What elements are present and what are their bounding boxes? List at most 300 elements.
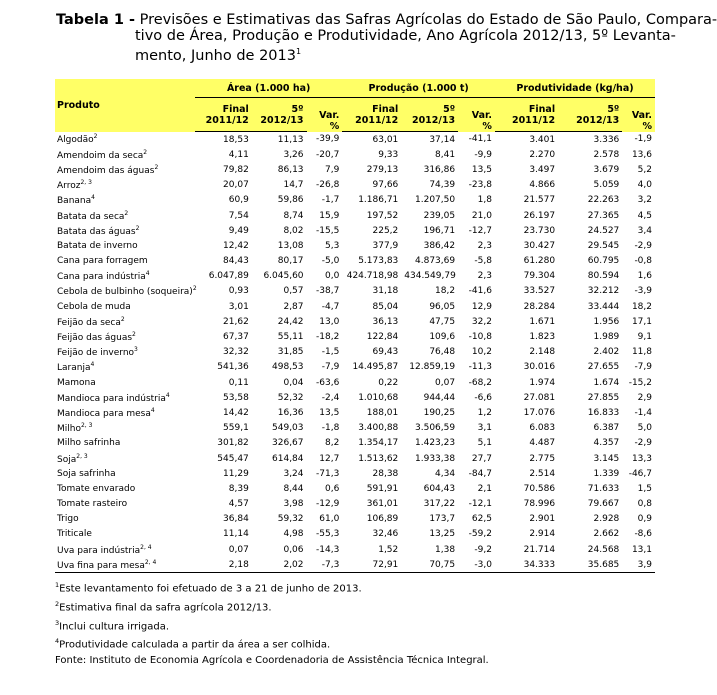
header-group-area — [195, 79, 342, 98]
table-cell: 316,86 — [423, 164, 456, 175]
table-cell: 0,57 — [283, 286, 304, 297]
footnote-ref: 2, 3 — [76, 452, 88, 460]
table-cell: 61.280 — [523, 256, 556, 267]
table-cell: 1,6 — [637, 271, 652, 282]
table-cell: -15,5 — [316, 225, 340, 236]
table-cell: 24.527 — [587, 225, 620, 236]
table-cell: 498,53 — [272, 362, 304, 373]
table-header — [55, 79, 655, 132]
footnote-ref: 4 — [145, 270, 150, 278]
table-cell: -41,1 — [468, 134, 492, 145]
table-cell: 386,42 — [423, 240, 456, 251]
table-cell: 549,03 — [272, 423, 304, 434]
table-cell: 16,36 — [277, 407, 304, 418]
header-var-pct: % — [642, 120, 652, 132]
header-var-pct: % — [329, 120, 340, 132]
table-cell: -38,7 — [316, 286, 340, 297]
footnote-ref: 4 — [165, 391, 170, 399]
table-cell: 3.400,88 — [358, 423, 399, 434]
table-cell: 53,58 — [223, 392, 249, 403]
table-cell: 55,11 — [277, 332, 304, 343]
table-cell: 27,7 — [471, 453, 492, 464]
table-cell: 4.873,69 — [415, 256, 456, 267]
table-cell: 59,32 — [277, 514, 304, 525]
table-cell: -18,2 — [316, 332, 340, 343]
row-product-name — [55, 208, 195, 223]
table-row — [55, 299, 655, 314]
table-row — [55, 466, 655, 481]
header-produt-y2: 2012/13 — [558, 115, 622, 132]
table-cell: 0,04 — [283, 377, 304, 388]
table-cell: 24,42 — [277, 316, 304, 327]
footnote-number: 1 — [55, 581, 60, 589]
table-cell: 18,2 — [435, 286, 456, 297]
table-cell: 8,74 — [283, 210, 304, 221]
table-cell: 3.506,59 — [415, 423, 456, 434]
footnote-number: 4 — [55, 637, 60, 646]
footnote — [55, 634, 675, 653]
table-cell: -71,3 — [316, 468, 340, 479]
table-cell: 32,2 — [471, 316, 492, 327]
table-cell: 196,71 — [423, 225, 456, 236]
table-cell: 4,98 — [283, 529, 304, 540]
header-prod-y1: 2011/12 — [342, 115, 401, 132]
table-row — [55, 238, 655, 253]
table-cell: 34.333 — [495, 557, 558, 573]
footnote-ref: 2 — [124, 209, 129, 217]
table-cell: -1,4 — [634, 407, 652, 418]
table-cell: 5.173,83 — [358, 256, 399, 267]
table-cell: 1,38 — [435, 544, 456, 555]
table-cell: 12,7 — [319, 453, 340, 464]
table-cell: 8,02 — [283, 225, 304, 236]
table-row — [55, 162, 655, 177]
table-cell: 4,11 — [228, 149, 249, 160]
row-product-name — [55, 193, 195, 208]
footnote-ref: 2 — [192, 285, 197, 293]
table-cell: 36,84 — [223, 514, 249, 525]
table-cell: 1,52 — [378, 544, 399, 555]
table-cell: 6.387 — [593, 423, 620, 434]
table-cell: 76,48 — [429, 347, 456, 358]
table-body — [55, 132, 655, 573]
table-cell: 59,86 — [277, 195, 304, 206]
table-cell: 33.527 — [523, 286, 556, 297]
table-cell: 0,07 — [435, 377, 456, 388]
table-cell: 60,9 — [228, 195, 249, 206]
header-area-final: Final — [195, 98, 252, 116]
table-cell: -39,9 — [316, 134, 340, 145]
product-label: Milho — [57, 424, 81, 435]
table-cell: 16.833 — [587, 407, 620, 418]
product-label: Cebola de bulbinho (soqueira) — [57, 287, 193, 298]
table-cell: 60.795 — [587, 256, 620, 267]
header-group-producao — [342, 79, 495, 98]
footnote-ref: 4 — [150, 406, 155, 414]
table-cell: 434.549,79 — [404, 271, 456, 282]
table-cell: 6.045,60 — [263, 271, 304, 282]
table-cell: 326,67 — [272, 438, 304, 449]
table-cell: -0,8 — [634, 256, 652, 267]
table-row — [55, 481, 655, 496]
table-row — [55, 405, 655, 420]
table-cell: 21,0 — [471, 210, 492, 221]
table-cell: 3,01 — [228, 301, 249, 312]
table-cell: 173,7 — [429, 514, 456, 525]
table-row — [55, 178, 655, 193]
table-cell: 20,07 — [223, 180, 249, 191]
header-produt-y1: 2011/12 — [495, 115, 558, 132]
header-produto: Produto — [55, 79, 195, 132]
table-cell: 15,9 — [319, 210, 340, 221]
table-cell: 1.207,50 — [415, 195, 456, 206]
row-product-name — [55, 329, 195, 344]
table-cell: -8,6 — [634, 529, 652, 540]
row-product-name — [55, 481, 195, 496]
table-cell: 1.956 — [593, 316, 620, 327]
table-cell: 1,8 — [477, 195, 492, 206]
product-label: Tomate envarado — [57, 483, 136, 494]
table-cell: 71.633 — [587, 483, 620, 494]
product-label: Soja — [57, 454, 77, 465]
table-cell: 0,93 — [228, 286, 249, 297]
table-cell: 3.401 — [529, 134, 556, 145]
table-cell: 604,43 — [423, 483, 456, 494]
table-cell: 2.928 — [593, 514, 620, 525]
table-cell: 22.263 — [587, 195, 620, 206]
table-cell: -5,8 — [474, 256, 492, 267]
table-cell: 1.674 — [593, 377, 620, 388]
row-product-name — [55, 451, 195, 466]
table-cell: 3.336 — [593, 134, 620, 145]
header-area-y2: 2012/13 — [252, 115, 307, 132]
row-product-name — [55, 421, 195, 436]
product-label: Soja safrinha — [57, 468, 116, 479]
table-cell: 14,42 — [223, 407, 249, 418]
header-var-label: Var. — [319, 109, 340, 121]
table-cell: -1,5 — [321, 347, 340, 358]
row-product-name — [55, 269, 195, 284]
table-cell: 2.914 — [529, 529, 556, 540]
table-cell: 28.284 — [523, 301, 556, 312]
table-cell: -84,7 — [468, 468, 492, 479]
table-cell: 13,1 — [631, 544, 652, 555]
table-cell: -12,9 — [316, 499, 340, 510]
table-cell: 5.059 — [593, 180, 620, 191]
table-cell: 377,9 — [372, 240, 399, 251]
table-row — [55, 269, 655, 284]
header-prod-var — [458, 98, 495, 132]
table-row — [55, 132, 655, 148]
product-label: Amendoim das águas — [57, 165, 155, 176]
table-cell: 37,14 — [429, 134, 456, 145]
table-cell: -12,7 — [468, 225, 492, 236]
table-cell: 8,41 — [435, 149, 456, 160]
title-footnote-ref: 1 — [295, 47, 302, 56]
table-cell: 5,3 — [325, 240, 340, 251]
table-cell: 18,53 — [223, 134, 249, 145]
row-product-name — [55, 436, 195, 451]
table-cell: 8,2 — [325, 438, 340, 449]
table-cell: 225,2 — [372, 225, 399, 236]
footnote-ref: 2, 3 — [80, 422, 93, 430]
table-cell: 13,6 — [631, 149, 652, 160]
row-product-name — [55, 314, 195, 329]
table-cell: -12,1 — [468, 499, 492, 510]
table-cell: 63,01 — [372, 134, 399, 145]
footnote-ref: 2 — [120, 315, 125, 323]
table-cell: 52,32 — [277, 392, 304, 403]
table-cell: 21.714 — [523, 544, 556, 555]
title-line-1 — [56, 12, 717, 28]
table-cell: 2.148 — [529, 347, 556, 358]
table-cell: 23.730 — [523, 225, 556, 236]
table-cell: 35.685 — [558, 557, 622, 573]
row-product-name — [55, 299, 195, 314]
table-cell: -5,0 — [321, 256, 340, 267]
table-cell: 86,13 — [277, 164, 304, 175]
row-product-name — [55, 360, 195, 375]
footnote — [55, 616, 675, 635]
table-cell: 2.578 — [593, 149, 620, 160]
table-cell: 7,54 — [228, 210, 249, 221]
footnote-ref: 4 — [90, 361, 95, 369]
table-cell: 106,89 — [366, 514, 399, 525]
header-area-y1: 2011/12 — [195, 115, 252, 132]
row-product-name — [55, 512, 195, 527]
table-cell: -46,7 — [628, 468, 652, 479]
product-label: Tomate rasteiro — [57, 499, 128, 510]
table-cell: -41,6 — [468, 286, 492, 297]
product-label: Mandioca para indústria — [57, 393, 166, 404]
table-cell: 361,01 — [366, 499, 399, 510]
row-product-name — [55, 147, 195, 162]
table-cell: 62,5 — [471, 514, 492, 525]
table-cell: 239,05 — [423, 210, 456, 221]
header-prod-final: Final — [342, 98, 401, 116]
table-cell: 17,1 — [631, 316, 652, 327]
table-cell: 9,33 — [378, 149, 399, 160]
table-row — [55, 314, 655, 329]
table-cell: 2.270 — [529, 149, 556, 160]
row-product-name — [55, 223, 195, 238]
product-label: Batata da seca — [57, 211, 125, 222]
table-cell: 67,37 — [223, 332, 249, 343]
table-row — [55, 329, 655, 344]
table-cell: 2,18 — [195, 557, 252, 573]
table-row — [55, 451, 655, 466]
table-cell: 4,5 — [637, 210, 652, 221]
table-cell: 14.495,87 — [352, 362, 399, 373]
table-cell: 7,9 — [325, 164, 340, 175]
table-row — [55, 527, 655, 542]
table-row — [55, 375, 655, 390]
table-cell: 3,2 — [637, 195, 652, 206]
table-cell: -7,3 — [307, 557, 343, 573]
row-product-name — [55, 542, 195, 557]
row-product-name — [55, 527, 195, 542]
table-cell: 33.444 — [587, 301, 620, 312]
table-cell: 1.823 — [529, 332, 556, 343]
row-product-name — [55, 497, 195, 512]
title-text-1: Previsões e Estimativas das Safras Agrícolas do Estado de São Paulo, Compara- — [139, 12, 717, 28]
table-cell: 2.775 — [529, 453, 556, 464]
footnote-ref: 2, 3 — [80, 179, 92, 187]
table-cell: 13,08 — [277, 240, 304, 251]
header-produtividade-label: Produtividade (kg/ha) — [516, 82, 634, 94]
table-cell: 541,36 — [217, 362, 249, 373]
table-cell: 2.402 — [593, 347, 620, 358]
product-label: Feijão de inverno — [57, 348, 135, 359]
table-cell: -68,2 — [468, 377, 492, 388]
table-row — [55, 512, 655, 527]
table-cell: 2.514 — [529, 468, 556, 479]
table-cell: 32.212 — [587, 286, 620, 297]
header-var-pct: % — [482, 120, 492, 132]
table-cell: 70,75 — [401, 557, 458, 573]
table-cell: -9,2 — [474, 544, 492, 555]
product-label: Cana para forragem — [57, 256, 148, 267]
table-row — [55, 497, 655, 512]
table-cell: 31,18 — [372, 286, 399, 297]
table-cell: -23,8 — [468, 180, 492, 191]
table-cell: -59,2 — [468, 529, 492, 540]
table-cell: 0,8 — [637, 499, 652, 510]
table-cell: -3,9 — [634, 286, 652, 297]
footnote-text: Inclui cultura irrigada. — [59, 620, 170, 632]
table-cell: 13,5 — [471, 164, 492, 175]
table-cell: 2,3 — [477, 240, 492, 251]
footnote — [55, 578, 675, 597]
product-label: Laranja — [57, 363, 91, 374]
table-cell: 3,4 — [637, 225, 652, 236]
table-cell: 79,82 — [223, 164, 249, 175]
title-line-3 — [56, 44, 656, 64]
row-product-name — [55, 345, 195, 360]
table-cell: 4,57 — [228, 499, 249, 510]
product-label: Uva fina para mesa — [57, 560, 145, 571]
table-cell: 2,02 — [252, 557, 307, 573]
table-row — [55, 436, 655, 451]
table-cell: 13,25 — [429, 529, 456, 540]
footnote-ref: 2 — [132, 331, 136, 339]
table-cell: 85,04 — [372, 301, 399, 312]
table-cell: 0,07 — [228, 544, 249, 555]
table-cell: -1,8 — [321, 423, 340, 434]
table-row — [55, 284, 655, 299]
product-label: Mamona — [57, 377, 96, 388]
table-cell: 4,0 — [637, 180, 652, 191]
table-cell: 8,39 — [228, 483, 249, 494]
table-cell: 24.568 — [587, 544, 620, 555]
table-cell: -55,3 — [316, 529, 340, 540]
title-text-3: mento, Junho de 2013 — [135, 47, 296, 64]
table-cell: 944,44 — [423, 392, 456, 403]
table-cell: 78.996 — [523, 499, 556, 510]
table-cell: 122,84 — [366, 332, 399, 343]
header-group-produtividade — [495, 79, 655, 98]
table-cell: 1.339 — [593, 468, 620, 479]
header-produt-var — [622, 98, 655, 132]
table-cell: -7,9 — [321, 362, 340, 373]
product-label: Algodão — [57, 135, 94, 146]
table-row — [55, 254, 655, 269]
table-cell: 10,2 — [471, 347, 492, 358]
table-row — [55, 360, 655, 375]
table-cell: 32,32 — [223, 347, 249, 358]
header-producao-label: Produção (1.000 t) — [368, 82, 469, 94]
table-cell: 3,24 — [283, 468, 304, 479]
table-row — [55, 345, 655, 360]
product-label: Cana para indústria — [57, 272, 146, 283]
footnote-number: 3 — [55, 618, 60, 627]
table-cell: 2,1 — [477, 483, 492, 494]
table-row — [55, 208, 655, 223]
footnote-ref: 2, 4 — [140, 543, 152, 551]
table-cell: 545,47 — [217, 453, 249, 464]
table-cell: 1.010,68 — [358, 392, 399, 403]
table-cell: -14,3 — [316, 544, 340, 555]
table-cell: 12,42 — [223, 240, 249, 251]
table-cell: 1.186,71 — [358, 195, 399, 206]
table-cell: 4,34 — [435, 468, 456, 479]
table-cell: 47,75 — [429, 316, 456, 327]
product-label: Triticale — [57, 529, 92, 540]
table-cell: 12.859,19 — [409, 362, 456, 373]
product-label: Banana — [57, 196, 92, 207]
table-cell: 2.901 — [529, 514, 556, 525]
table-cell: 1.974 — [529, 377, 556, 388]
product-label: Uva para indústria — [57, 545, 141, 556]
row-product-name — [55, 238, 195, 253]
table-title — [56, 12, 717, 64]
table-cell: 591,91 — [366, 483, 399, 494]
table-cell: 559,1 — [223, 423, 249, 434]
table-cell: 11,13 — [277, 134, 304, 145]
table-cell: 1.513,62 — [358, 453, 399, 464]
table-cell: -10,8 — [468, 332, 492, 343]
row-product-name — [55, 284, 195, 299]
table-cell: 5,2 — [637, 164, 652, 175]
header-area-var — [307, 98, 343, 132]
table-cell: 27.081 — [523, 392, 556, 403]
footnote — [55, 653, 675, 669]
table-cell: 27.365 — [587, 210, 620, 221]
table-cell: 614,84 — [272, 453, 304, 464]
table-cell: 5,0 — [637, 423, 652, 434]
product-label: Batata de inverno — [57, 240, 138, 251]
table-cell: -7,9 — [634, 362, 652, 373]
table-cell: 5,1 — [477, 438, 492, 449]
table-cell: 27.855 — [587, 392, 620, 403]
header-area-5: 5º — [252, 98, 307, 116]
table-cell: 6.083 — [529, 423, 556, 434]
table-cell: 30.427 — [523, 240, 556, 251]
table-cell: 69,43 — [372, 347, 399, 358]
table-cell: 32,46 — [372, 529, 399, 540]
table-cell: 11,8 — [631, 347, 652, 358]
table-cell: 9,1 — [637, 332, 652, 343]
table-cell: -20,7 — [316, 149, 340, 160]
table-cell: 6.047,89 — [208, 271, 249, 282]
row-product-name — [55, 132, 195, 148]
table-cell: 3,1 — [477, 423, 492, 434]
table-cell: 3,9 — [622, 557, 655, 573]
table-cell: -15,2 — [628, 377, 652, 388]
row-product-name — [55, 405, 195, 420]
product-label: Amendoim da seca — [57, 150, 144, 161]
table-cell: 109,6 — [429, 332, 456, 343]
